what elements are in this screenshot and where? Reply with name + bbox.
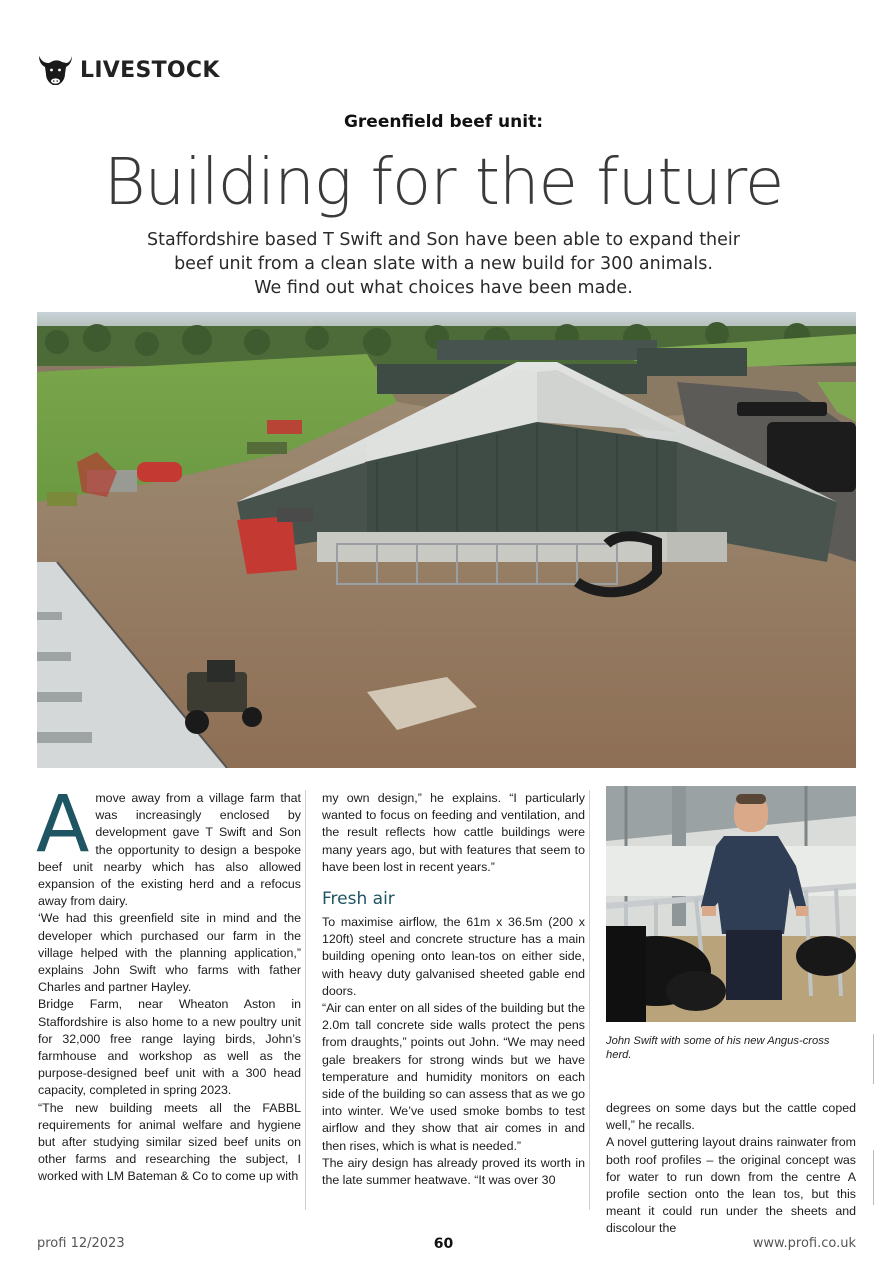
standfirst-line: Staffordshire based T Swift and Son have been able to expand their — [147, 230, 740, 250]
column-divider — [873, 1034, 874, 1084]
standfirst-line: beef unit from a clean slate with a new build for 300 animals. — [174, 254, 713, 274]
paragraph — [36, 780, 301, 910]
section-tag — [36, 52, 220, 88]
page-title: Building for the future — [103, 146, 784, 220]
issue-label: profi 12/2023 — [37, 1236, 125, 1251]
column-divider — [305, 790, 306, 1210]
article-column-3 — [606, 1100, 856, 1238]
page-number: 60 — [433, 1236, 454, 1252]
paragraph: my own design,” he explains. “I particularly wanted to focus on feeding and ventilation, and the result reflects how cattle buildings were many years ago, but with features that seem to have been lost in recent years.” — [322, 791, 585, 874]
subheading: Fresh air — [322, 889, 395, 910]
paragraph: ‘We had this greenfield site in mind and the developer which purchased our farm in the village helped with the planning application,” explains John Swift who farms with father Charles and partner Hayley. — [38, 911, 301, 995]
article-column-2 — [322, 790, 585, 1189]
column-divider — [873, 1150, 874, 1205]
paragraph: “The new building meets all the FABBL requirements for animal welfare and hygiene but after studying similar sized beef units on other farms and researching the subject, I worked with LM Bateman & Co to come up with — [38, 1100, 301, 1184]
paragraph-text: move away from a village farm that was increasingly enclosed by development gave T Swift and Son the opportunity to design a bespoke beef unit nearby which has also allowed expansion of the existing herd and a refocus away from dairy. — [38, 791, 301, 909]
farmer-with-cattle-illustration — [606, 786, 856, 1022]
website-url: www.profi.co.uk — [752, 1236, 856, 1251]
paragraph: To maximise airflow, the 61m x 36.5m (200 x 120ft) steel and concrete structure has a main building opening onto lean-tos on either side, with heavy duty galvanised sheeted gable end doors. — [322, 915, 585, 998]
paragraph: The airy design has already proved its worth in the late summer heatwave. “It was over 30 — [322, 1155, 585, 1188]
paragraph: degrees on some days but the cattle coped well,” he recalls. — [606, 1101, 856, 1133]
kicker: Greenfield beef unit: — [343, 112, 544, 132]
section-label: LIVESTOCK — [80, 57, 220, 83]
farmer-photo — [606, 786, 856, 1022]
standfirst — [100, 228, 787, 300]
column-divider — [589, 790, 590, 1210]
paragraph: A novel guttering layout drains rainwater from both roof profiles – the original concept was for water to run down from the centre A profile section onto the lean tos, but this meant it could run under the sheets and discolour the — [606, 1135, 856, 1236]
paragraph: “Air can enter on all sides of the building but the 2.0m tall concrete side walls protect the pens from draughts,” points out John. “We may need gale breakers for strong winds but we have temperature and humidity monitors on each side of the building so can assess that as we go into winter. We’ve used smoke bombs to test airflow and they show that air comes in and then rises, which is what is needed.” — [322, 1001, 585, 1153]
standfirst-line: We find out what choices have been made. — [254, 278, 633, 298]
bull-head-icon — [36, 52, 74, 88]
aerial-farm-illustration — [37, 312, 856, 768]
article-column-1 — [36, 780, 301, 1186]
paragraph: Bridge Farm, near Wheaton Aston in Staffordshire is also home to a new poultry unit for 32,000 free range laying birds, John’s farmhouse and workshop as well as the purpose-designed beef unit with a 300 head capacity, completed in spring 2023. — [38, 997, 301, 1098]
photo-caption: John Swift with some of his new Angus-cross herd. — [606, 1035, 830, 1061]
hero-photo — [37, 312, 856, 768]
drop-cap: A — [36, 780, 90, 870]
